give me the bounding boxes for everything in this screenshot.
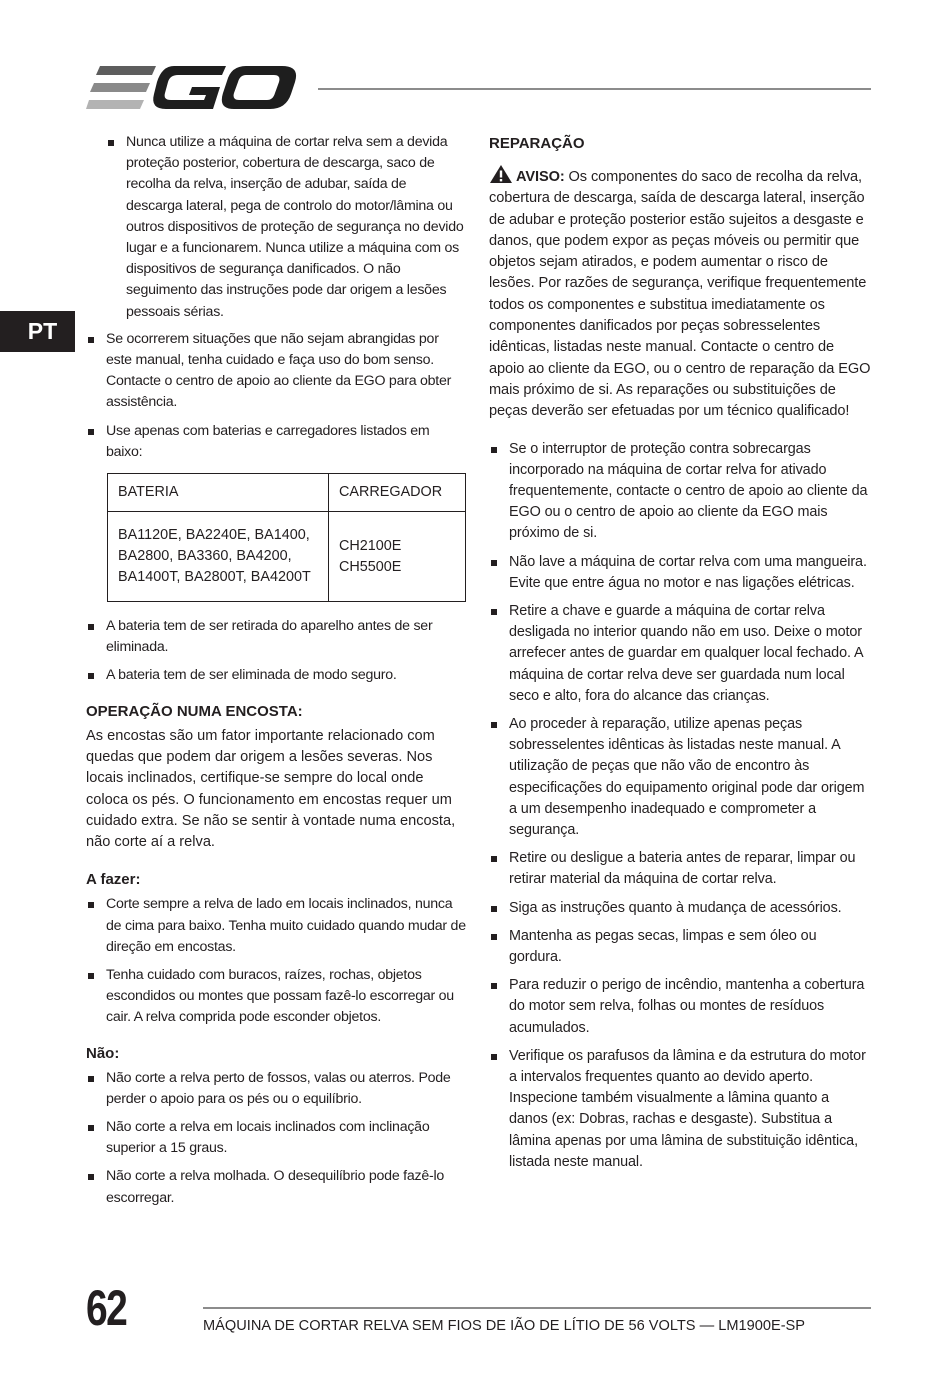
list-item: Para reduzir o perigo de incêndio, mantenha a cobertura do motor sem relva, folhas ou montes de resíduos acumulados. <box>489 975 871 1039</box>
list-item: Tenha cuidado com buracos, raízes, rochas, objetos escondidos ou montes que possam fazê-lo escorregar ou cair. A relva comprida pode esconder objetos. <box>86 965 466 1029</box>
battery-charger-table <box>107 473 466 602</box>
list-item: Nunca utilize a máquina de cortar relva sem a devida proteção posterior, cobertura de descarga, saco de recolha da relva, inserção de adubar, saída de descarga lateral, pega de controlo do motor/lâmina ou outros dispositivos de proteção de segurança no devido lugar e a funcionarem. Nunca utilize a máquina com os dispositivos de segurança danificados. O não seguimento das instruções pode dar origem a lesões pessoais sérias. <box>106 132 466 323</box>
language-tab: PT <box>0 311 75 352</box>
slope-heading: OPERAÇÃO NUMA ENCOSTA: <box>86 702 303 720</box>
warning-paragraph <box>489 164 871 423</box>
footer-title: MÁQUINA DE CORTAR RELVA SEM FIOS DE IÃO DE LÍTIO DE 56 VOLTS — LM1900E-SP <box>203 1318 806 1334</box>
battery-line: BA1120E, BA2240E, BA1400, <box>118 527 310 544</box>
right-column <box>489 132 871 1180</box>
safety-list <box>86 329 466 463</box>
list-item: Retire a chave e guarde a máquina de cortar relva desligada no interior quando não em uso. Deixe o motor arrefecer antes de guardar em qualquer local fechado. A máquina de cortar relva deve ser guardada num local seco e alto, fora do alcance das crianças. <box>489 601 871 707</box>
list-item: Siga as instruções quanto à mudança de acessórios. <box>489 898 871 919</box>
list-item: Se o interruptor de proteção contra sobrecargas incorporado na máquina de cortar relva for ativado frequentemente, contacte o centro de apoio ao cliente da EGO ou o centro de apoio ao cliente da EGO mais próximo de si. <box>489 439 871 545</box>
list-item: Ao proceder à reparação, utilize apenas peças sobresselentes idênticas às listadas neste manual. A utilização de peças que não vão de encontro às especificações do equipamento original pode dar origem a um desempenho inadequado e comprometer a segurança. <box>489 714 871 841</box>
header-rule <box>318 88 871 90</box>
list-item: Não corte a relva em locais inclinados com inclinação superior a 15 graus. <box>86 1117 466 1159</box>
list-item: Use apenas com baterias e carregadores listados em baixo: <box>86 421 466 463</box>
list-item: Verifique os parafusos da lâmina e da estrutura do motor a intervalos frequentes quanto ao devido aperto. Inspecione também visualmente a lâmina quanto a danos (ex: Dobras, rachas e desgaste). Substitua a lâmina apenas por uma lâmina de substituição idêntica, listada neste manual. <box>489 1046 871 1173</box>
list-item: Mantenha as pegas secas, limpas e sem óleo ou gordura. <box>489 926 871 968</box>
charger-line: CH2100E <box>339 537 402 554</box>
list-item: Corte sempre a relva de lado em locais inclinados, nunca de cima para baixo. Tenha muito cuidado quando mudar de direção em encostas. <box>86 894 466 958</box>
table-cell-batteries <box>108 512 329 602</box>
left-column <box>86 132 466 1216</box>
dont-heading: Não: <box>86 1044 120 1062</box>
list-item: Retire ou desligue a bateria antes de reparar, limpar ou retirar material da máquina de cortar relva. <box>489 848 871 890</box>
list-item: Não corte a relva molhada. O desequilíbrio pode fazê-lo escorregar. <box>86 1166 466 1208</box>
dont-list <box>86 1068 466 1209</box>
do-list <box>86 894 466 1028</box>
battery-line: BA1400T, BA2800T, BA4200T <box>118 569 311 586</box>
page-number: 62 <box>86 1280 127 1336</box>
ego-logo <box>86 62 298 114</box>
do-heading: A fazer: <box>86 871 141 889</box>
table-cell-chargers <box>329 512 466 602</box>
warning-text: Os componentes do saco de recolha da relva, cobertura de descarga, saída de descarga lateral, inserção de adubar e proteção posterior estão sujeitos a desgaste e danos, que podem expor as peças móveis ou permitir que objetos sejam atirados, e podem aumentar o risco de lesões. Por razões de segurança, verifique frequentemente todos os componentes e substitua imediatamente os componentes danificados por peças sobresselentes idênticas, listadas neste manual. Contacte o centro de apoio ao cliente da EGO, ou o centro de reparação da EGO mais próximo de si. As reparações ou substituições de peças deverão ser efetuadas por um técnico qualificado! <box>489 169 871 420</box>
warning-triangle-icon <box>489 164 513 184</box>
battery-disposal-list <box>86 616 466 687</box>
table-header-battery: BATERIA <box>108 474 329 512</box>
charger-line: CH5500E <box>339 558 402 575</box>
warning-label: AVISO: <box>516 169 565 185</box>
list-item: Não lave a máquina de cortar relva com uma mangueira. Evite que entre água no motor e nas ligações elétricas. <box>489 552 871 594</box>
repair-heading: REPARAÇÃO <box>489 135 585 152</box>
footer-rule <box>203 1307 871 1309</box>
list-item: A bateria tem de ser retirada do aparelho antes de ser eliminada. <box>86 616 466 658</box>
repair-list <box>489 439 871 1174</box>
list-item: A bateria tem de ser eliminada de modo seguro. <box>86 665 466 686</box>
table-header-charger: CARREGADOR <box>329 474 466 512</box>
battery-line: BA2800, BA3360, BA4200, <box>118 548 292 565</box>
safety-sub-list <box>86 132 466 323</box>
slope-paragraph: As encostas são um fator importante relacionado com quedas que podem dar origem a lesões severas. Nos locais inclinados, certifique-se sempre do local onde coloca os pés. O funcionamento em encostas requer um cuidado extra. Se não se sentir à vontade numa encosta, não corte aí a relva. <box>86 727 456 851</box>
list-item: Não corte a relva perto de fossos, valas ou aterros. Pode perder o apoio para os pés ou o equilíbrio. <box>86 1068 466 1110</box>
list-item: Se ocorrerem situações que não sejam abrangidas por este manual, tenha cuidado e faça uso do bom senso. Contacte o centro de apoio ao cliente da EGO para obter assistência. <box>86 329 466 414</box>
